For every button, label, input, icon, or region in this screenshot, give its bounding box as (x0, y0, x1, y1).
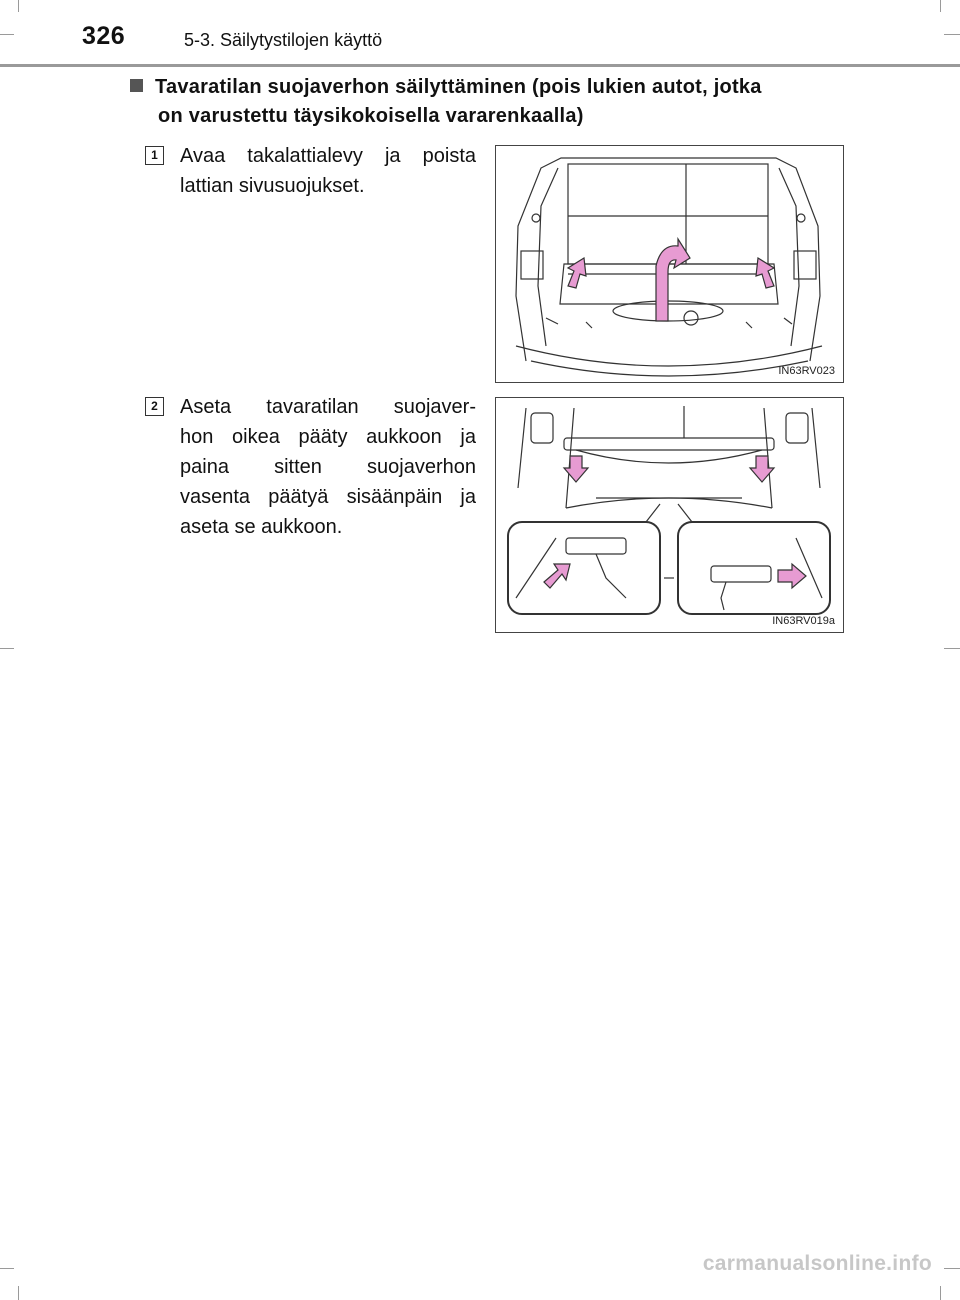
cover-install-illustration (496, 398, 842, 631)
crop-mark (944, 1268, 960, 1269)
page-header (0, 0, 960, 70)
figure-cover-install (495, 397, 844, 633)
step-1-line: lattian sivusuojukset. (180, 175, 365, 197)
subsection-heading (130, 73, 842, 131)
square-bullet-icon (130, 79, 143, 92)
step-2-line: vasenta päätyä sisäänpäin ja (180, 486, 476, 508)
figure-code: IN63RV023 (778, 365, 835, 377)
crop-mark (940, 1286, 941, 1300)
step-2-line: Aseta tavaratilan suojaver- (180, 396, 476, 418)
step-2-line: paina sitten suojaverhon (180, 456, 476, 478)
figure-code: IN63RV019a (772, 615, 835, 627)
crop-mark (0, 648, 14, 649)
step-2-badge: 2 (145, 397, 164, 416)
figure-trunk-floor (495, 145, 844, 383)
heading-line-2: on varustettu täysikokoisella vararenkaalla) (158, 105, 584, 127)
step-2-text (180, 392, 476, 542)
crop-mark (0, 1268, 14, 1269)
section-title: 5-3. Säilytystilojen käyttö (184, 30, 383, 50)
step-2-line: aseta se aukkoon. (180, 516, 343, 538)
step-1-text (180, 141, 476, 201)
step-2-line: hon oikea pääty aukkoon ja (180, 426, 476, 448)
page-number: 326 (82, 22, 126, 50)
crop-mark (944, 648, 960, 649)
site-watermark: carmanualsonline.info (702, 1252, 932, 1275)
trunk-floor-illustration (496, 146, 842, 381)
step-1-line: Avaa takalattialevy ja poista (180, 145, 476, 167)
heading-line-1: Tavaratilan suojaverhon säilyttäminen (pois lukien autot, jotka (155, 76, 762, 98)
header-rule (0, 64, 960, 67)
step-1-badge: 1 (145, 146, 164, 165)
crop-mark (18, 1286, 19, 1300)
